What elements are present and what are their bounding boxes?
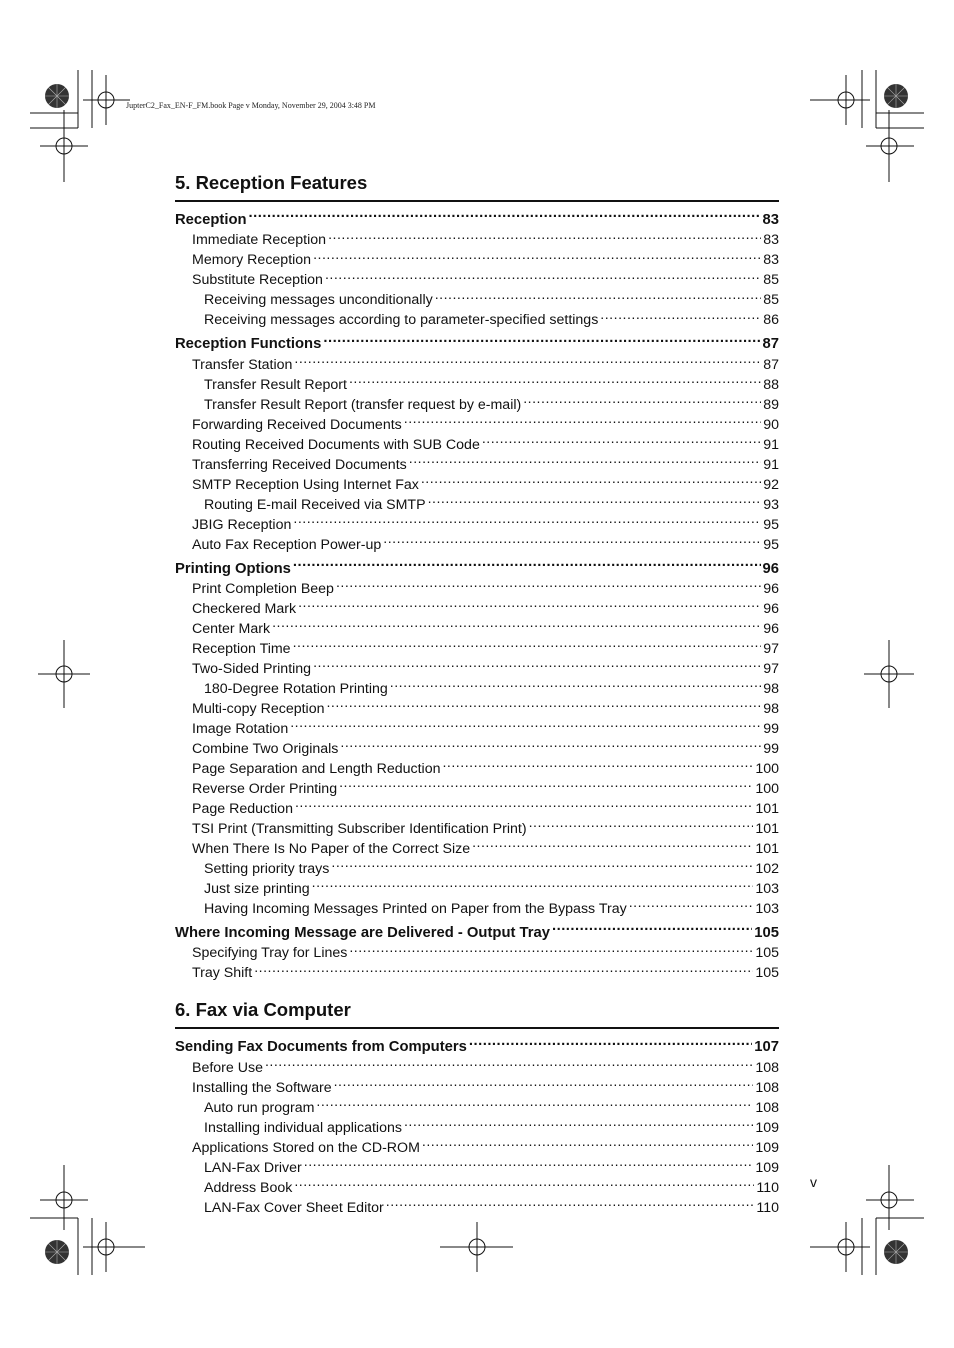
toc-entry[interactable] <box>175 250 779 270</box>
toc-entry-title: Auto Fax Reception Power-up <box>192 536 382 553</box>
dot-leader <box>386 1197 755 1211</box>
toc-entry[interactable] <box>175 679 779 699</box>
toc-entry[interactable] <box>175 719 779 739</box>
dot-leader <box>422 1137 753 1151</box>
toc-entry[interactable] <box>175 739 779 759</box>
toc-entry-page: 101 <box>755 801 779 818</box>
toc-entry-title: Page Reduction <box>192 801 293 818</box>
toc-entry[interactable] <box>175 415 779 435</box>
dot-leader <box>323 333 760 348</box>
toc-entry-title: Address Book <box>204 1179 293 1196</box>
chapter-title: 5. Reception Features <box>175 170 779 202</box>
toc-entry-title: Memory Reception <box>192 252 312 269</box>
dot-leader <box>383 535 761 549</box>
dot-leader <box>316 1097 753 1111</box>
toc-entry-title: Installing the Software <box>192 1079 332 1096</box>
toc-entry[interactable] <box>175 943 779 963</box>
toc-entry-title: Center Mark <box>192 621 271 638</box>
dot-leader <box>600 310 761 324</box>
toc-entry-title: Just size printing <box>204 880 310 897</box>
toc-entry-title: When There Is No Paper of the Correct Size <box>192 841 471 858</box>
toc-entry-title: Before Use <box>192 1059 263 1076</box>
toc-entry-title: TSI Print (Transmitting Subscriber Identification Print) <box>192 821 527 838</box>
dot-leader <box>523 395 761 409</box>
dot-leader <box>295 799 753 813</box>
toc-entry-page: 107 <box>754 1039 779 1056</box>
toc-entry[interactable] <box>175 1117 779 1137</box>
toc-entry-page: 105 <box>755 945 779 962</box>
toc-entry-page: 109 <box>755 1139 779 1156</box>
toc-entry-title: LAN-Fax Driver <box>204 1159 302 1176</box>
toc-entry-title: Installing individual applications <box>204 1119 402 1136</box>
toc-entry-title: Combine Two Originals <box>192 741 339 758</box>
dot-leader <box>349 375 761 389</box>
toc-entry[interactable] <box>175 1036 779 1057</box>
toc-entry-page: 90 <box>763 416 779 433</box>
chapter-5-section <box>175 170 779 983</box>
dot-leader <box>293 515 761 529</box>
dot-leader <box>409 455 761 469</box>
toc-entry[interactable] <box>175 1137 779 1157</box>
toc-entry[interactable] <box>175 879 779 899</box>
toc-entry[interactable] <box>175 922 779 943</box>
toc-entry-page: 100 <box>755 761 779 778</box>
toc-entry-title: Routing E-mail Received via SMTP <box>204 496 426 513</box>
toc-entry[interactable] <box>175 290 779 310</box>
toc-entry[interactable] <box>175 1097 779 1117</box>
toc-entry-title: LAN-Fax Cover Sheet Editor <box>204 1199 384 1216</box>
toc-entry-page: 100 <box>755 781 779 798</box>
dot-leader <box>529 819 754 833</box>
toc-entry[interactable] <box>175 435 779 455</box>
toc-entry-title: Two-Sided Printing <box>192 661 312 678</box>
toc-entry-page: 97 <box>763 661 779 678</box>
toc-entry[interactable] <box>175 475 779 495</box>
toc-entry-page: 86 <box>763 312 779 329</box>
toc-entry[interactable] <box>175 619 779 639</box>
toc-entry-page: 83 <box>763 232 779 249</box>
toc-entry-title: Transfer Result Report (transfer request by e-mail) <box>204 396 522 413</box>
toc-entry[interactable] <box>175 759 779 779</box>
dot-leader <box>328 230 761 244</box>
toc-entry[interactable] <box>175 819 779 839</box>
toc-entry-page: 98 <box>763 681 779 698</box>
toc-entry-title: JBIG Reception <box>192 516 292 533</box>
toc-entry-title: Transfer Result Report <box>204 376 347 393</box>
chapter-6-section <box>175 997 779 1217</box>
toc-entry-title: Image Rotation <box>192 721 289 738</box>
toc-entry-page: 109 <box>755 1119 779 1136</box>
table-of-contents <box>175 170 779 1217</box>
toc-entry[interactable] <box>175 839 779 859</box>
toc-entry-page: 99 <box>763 741 779 758</box>
toc-entry[interactable] <box>175 639 779 659</box>
toc-entry-title: Tray Shift <box>192 965 253 982</box>
toc-entry[interactable] <box>175 455 779 475</box>
dot-leader <box>552 922 752 937</box>
dot-leader <box>294 1177 754 1191</box>
toc-entry-page: 96 <box>763 601 779 618</box>
toc-entry[interactable] <box>175 599 779 619</box>
dot-leader <box>336 579 761 593</box>
dot-leader <box>304 1157 754 1171</box>
toc-entry-title: Printing Options <box>175 560 291 577</box>
toc-entry[interactable] <box>175 333 779 354</box>
toc-entry-title: Reception Functions <box>175 336 322 353</box>
toc-entry-title: Print Completion Beep <box>192 581 334 598</box>
toc-entry[interactable] <box>175 1197 779 1217</box>
dot-leader <box>629 899 754 913</box>
toc-entry-page: 87 <box>762 336 779 353</box>
dot-leader <box>313 250 761 264</box>
toc-entry-title: Sending Fax Documents from Computers <box>175 1039 467 1056</box>
toc-entry-title: Receiving messages unconditionally <box>204 292 433 309</box>
toc-entry-page: 108 <box>755 1079 779 1096</box>
dot-leader <box>349 943 753 957</box>
toc-entry-title: Reception <box>175 211 247 228</box>
toc-entry[interactable] <box>175 310 779 330</box>
dot-leader <box>442 759 753 773</box>
toc-entry-title: Checkered Mark <box>192 601 297 618</box>
toc-entry-page: 103 <box>755 900 779 917</box>
toc-entry-page: 105 <box>754 924 779 941</box>
toc-entry[interactable] <box>175 558 779 579</box>
dot-leader <box>298 599 761 613</box>
dot-leader <box>293 639 762 653</box>
toc-entry-page: 89 <box>763 396 779 413</box>
toc-entry-page: 103 <box>755 880 779 897</box>
dot-leader <box>293 558 761 573</box>
toc-entry-page: 102 <box>755 861 779 877</box>
toc-entry-page: 95 <box>763 516 779 533</box>
toc-entry[interactable] <box>175 579 779 599</box>
toc-entry-page: 110 <box>756 1199 779 1216</box>
dot-leader <box>404 1117 753 1131</box>
toc-entry-title: Applications Stored on the CD-ROM <box>192 1139 420 1156</box>
dot-leader <box>294 355 761 369</box>
chapter-title: 6. Fax via Computer <box>175 997 779 1029</box>
toc-entry[interactable] <box>175 1177 779 1197</box>
toc-entry-page: 105 <box>755 965 779 982</box>
toc-entry-page: 91 <box>763 456 779 473</box>
toc-entry[interactable] <box>175 1078 779 1098</box>
toc-entry[interactable] <box>175 899 779 919</box>
toc-list <box>175 1029 779 1217</box>
toc-entry[interactable] <box>175 270 779 290</box>
toc-entry-page: 109 <box>755 1159 779 1176</box>
toc-entry-page: 91 <box>763 436 779 453</box>
toc-entry[interactable] <box>175 963 779 983</box>
toc-entry-page: 87 <box>763 356 779 373</box>
toc-entry-page: 88 <box>763 376 779 393</box>
toc-entry-title: Reverse Order Printing <box>192 781 338 798</box>
toc-entry-title: Where Incoming Message are Delivered - Output Tray <box>175 924 550 941</box>
toc-entry-title: Transfer Station <box>192 356 293 373</box>
toc-entry-page: 92 <box>763 476 779 493</box>
dot-leader <box>472 839 753 853</box>
toc-entry-page: 83 <box>762 211 779 228</box>
dot-leader <box>265 1058 753 1072</box>
toc-entry-title: Transferring Received Documents <box>192 456 407 473</box>
toc-entry-title: Specifying Tray for Lines <box>192 945 348 962</box>
dot-leader <box>421 475 761 489</box>
toc-entry-title: Reception Time <box>192 641 291 658</box>
toc-list <box>175 202 779 983</box>
toc-entry-page: 96 <box>763 621 779 638</box>
dot-leader <box>428 495 762 509</box>
dot-leader <box>334 1078 754 1092</box>
toc-entry-title: Immediate Reception <box>192 232 327 249</box>
dot-leader <box>312 879 754 893</box>
toc-entry-title: Auto run program <box>204 1099 315 1116</box>
dot-leader <box>254 963 753 977</box>
toc-entry-page: 99 <box>763 721 779 738</box>
dot-leader <box>482 435 761 449</box>
toc-entry[interactable] <box>175 779 779 799</box>
dot-leader <box>339 779 753 793</box>
toc-entry-page: 85 <box>763 272 779 289</box>
dot-leader <box>331 859 753 873</box>
toc-entry-page: 95 <box>763 536 779 553</box>
dot-leader <box>340 739 761 753</box>
dot-leader <box>249 209 761 224</box>
dot-leader <box>313 659 761 673</box>
toc-entry-page: 96 <box>762 560 779 577</box>
toc-entry-page: 96 <box>763 581 779 598</box>
toc-entry[interactable] <box>175 699 779 719</box>
toc-entry-page: 101 <box>755 841 779 858</box>
toc-entry-title: Multi-copy Reception <box>192 701 325 718</box>
toc-entry-page: 85 <box>763 292 779 309</box>
print-header: JupterC2_Fax_EN-F_FM.book Page v Monday, November 29, 2004 3:48 PM <box>126 101 376 110</box>
toc-entry[interactable] <box>175 395 779 415</box>
dot-leader <box>272 619 761 633</box>
dot-leader <box>390 679 761 693</box>
toc-entry[interactable] <box>175 659 779 679</box>
toc-entry[interactable] <box>175 535 779 555</box>
toc-entry-page: 108 <box>755 1059 779 1076</box>
toc-entry-title: Having Incoming Messages Printed on Paper from the Bypass Tray <box>204 900 627 917</box>
toc-entry-title: Routing Received Documents with SUB Code <box>192 436 480 453</box>
toc-entry-page: 83 <box>763 252 779 269</box>
toc-entry[interactable] <box>175 515 779 535</box>
dot-leader <box>290 719 761 733</box>
toc-entry-title: Forwarding Received Documents <box>192 416 402 433</box>
toc-entry-page: 101 <box>755 821 779 838</box>
toc-entry[interactable] <box>175 1157 779 1177</box>
toc-entry-page: 108 <box>755 1099 779 1116</box>
toc-entry-title: 180-Degree Rotation Printing <box>204 681 388 698</box>
toc-entry-page: 110 <box>756 1179 779 1196</box>
toc-entry-page: 97 <box>763 641 779 658</box>
dot-leader <box>404 415 761 429</box>
toc-entry-title: SMTP Reception Using Internet Fax <box>192 476 419 493</box>
toc-entry-title: Page Separation and Length Reduction <box>192 761 441 778</box>
toc-entry[interactable] <box>175 230 779 250</box>
toc-entry[interactable] <box>175 1058 779 1078</box>
toc-entry-page: 98 <box>763 701 779 718</box>
dot-leader <box>435 290 762 304</box>
page-number: v <box>810 1174 817 1190</box>
toc-entry[interactable] <box>175 375 779 395</box>
dot-leader <box>469 1036 752 1051</box>
toc-entry[interactable] <box>175 799 779 819</box>
toc-entry-title: Receiving messages according to parameter-specified settings <box>204 312 599 329</box>
toc-entry-page: 93 <box>763 496 779 513</box>
toc-entry-title: Setting priority trays <box>204 861 330 877</box>
toc-entry-title: Substitute Reception <box>192 272 323 289</box>
toc-entry[interactable] <box>175 209 779 230</box>
toc-entry[interactable] <box>175 495 779 515</box>
dot-leader <box>326 699 761 713</box>
toc-entry[interactable] <box>175 859 779 879</box>
toc-entry[interactable] <box>175 355 779 375</box>
dot-leader <box>325 270 761 284</box>
